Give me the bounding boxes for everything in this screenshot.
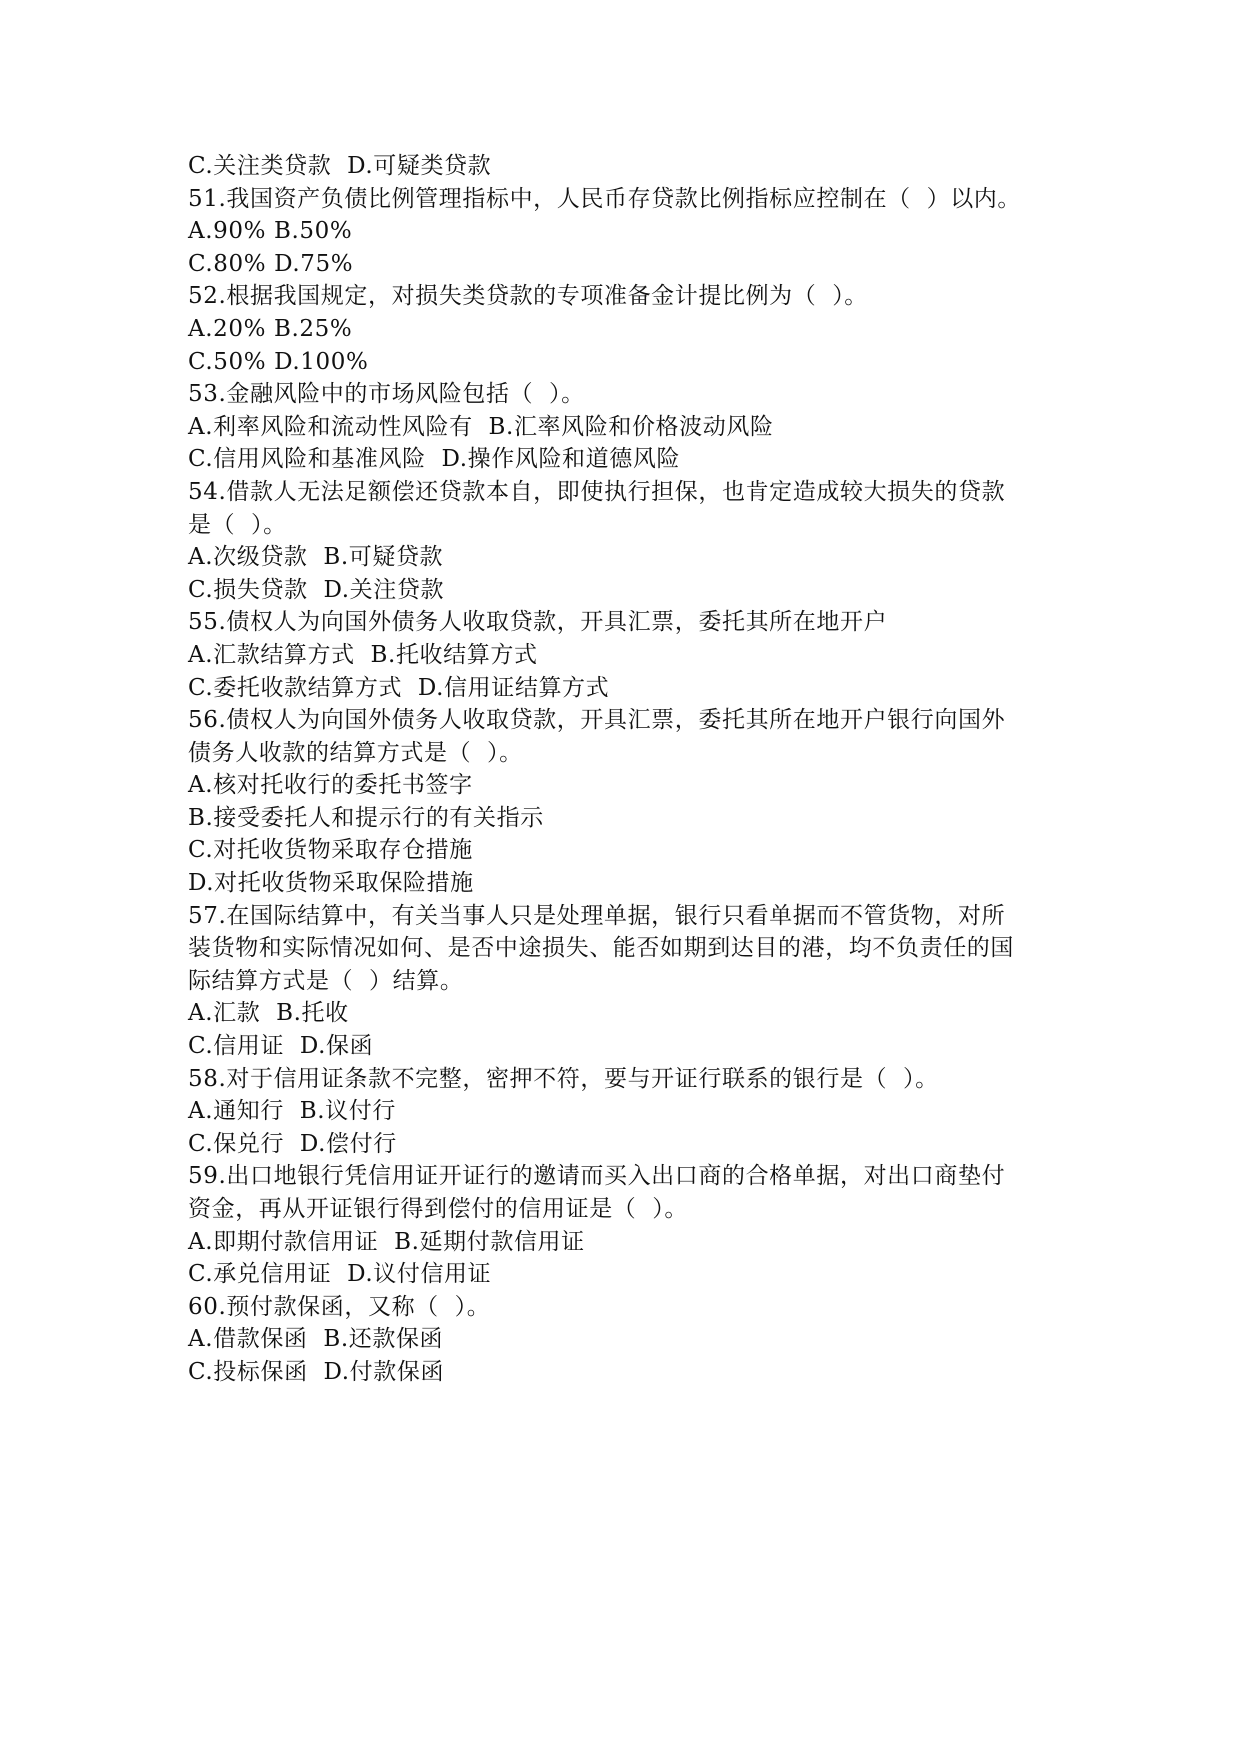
answer-options: C.80% D.75% <box>188 250 354 277</box>
answer-options: C.承兑信用证 D.议付信用证 <box>188 1261 492 1288</box>
question-57: 57.在国际结算中，有关当事人只是处理单据，银行只看单据而不管货物，对所 <box>188 902 1006 929</box>
text-line: C.关注类贷款 D.可疑类贷款 <box>188 153 492 179</box>
answer-options: C.损失贷款 D.关注贷款 <box>188 576 445 603</box>
answer-options: A.即期付款信用证 B.延期付款信用证 <box>188 1228 585 1255</box>
question-54: 54.借款人无法足额偿还贷款本自，即使执行担保，也肯定造成较大损失的贷款 <box>188 478 1006 505</box>
answer-options: A.汇款 B.托收 <box>188 1000 349 1027</box>
document-body <box>188 150 1068 1389</box>
question-59-continued: 资金，再从开证银行得到偿付的信用证是（ ）。 <box>188 1196 688 1222</box>
answer-options: C.信用风险和基准风险 D.操作风险和道德风险 <box>188 446 681 473</box>
question-59: 59.出口地银行凭信用证开证行的邀请而买入出口商的合格单据，对出口商垫付 <box>188 1163 1006 1190</box>
answer-options: C.50% D.100% <box>188 348 369 375</box>
question-53: 53.金融风险中的市场风险包括（ ）。 <box>188 381 585 408</box>
answer-options: C.信用证 D.保函 <box>188 1033 374 1060</box>
question-55: 55.债权人为向国外债务人收取贷款，开具汇票，委托其所在地开户 <box>188 609 888 636</box>
question-52: 52.根据我国规定，对损失类贷款的专项准备金计提比例为（ ）。 <box>188 283 868 310</box>
answer-options: A.90% B.50% <box>188 218 353 245</box>
answer-options: A.借款保函 B.还款保函 <box>188 1326 444 1353</box>
answer-options: A.次级贷款 B.可疑贷款 <box>188 544 444 571</box>
answer-options: C.保兑行 D.偿付行 <box>188 1130 397 1157</box>
answer-option-b: B.接受委托人和提示行的有关指示 <box>188 804 544 831</box>
answer-option-d: D.对托收货物采取保险措施 <box>188 870 474 897</box>
question-57-continued: 际结算方式是（ ）结算。 <box>188 967 464 994</box>
question-60: 60.预付款保函，又称（ ）。 <box>188 1293 491 1320</box>
question-56: 56.债权人为向国外债务人收取贷款，开具汇票，委托其所在地开户银行向国外 <box>188 707 1006 734</box>
answer-options: A.20% B.25% <box>188 315 353 342</box>
answer-options: A.利率风险和流动性风险有 B.汇率风险和价格波动风险 <box>188 413 774 440</box>
answer-option-a: A.核对托收行的委托书签字 <box>188 772 473 799</box>
question-58: 58.对于信用证条款不完整，密押不符，要与开证行联系的银行是（ ）。 <box>188 1065 939 1092</box>
answer-options: A.汇款结算方式 B.托收结算方式 <box>188 641 538 668</box>
answer-options: C.委托收款结算方式 D.信用证结算方式 <box>188 674 610 701</box>
answer-options: C.投标保函 D.付款保函 <box>188 1358 445 1385</box>
question-57-continued: 装货物和实际情况如何、是否中途损失、能否如期到达目的港，均不负责任的国 <box>188 935 1014 962</box>
answer-option-c: C.对托收货物采取存仓措施 <box>188 837 473 864</box>
answer-options: A.通知行 B.议付行 <box>188 1098 396 1125</box>
question-51: 51.我国资产负债比例管理指标中，人民币存贷款比例指标应控制在（ ）以内。 <box>188 185 1021 212</box>
question-54-continued: 是（ ）。 <box>188 511 287 538</box>
question-56-continued: 债务人收款的结算方式是（ ）。 <box>188 739 523 766</box>
